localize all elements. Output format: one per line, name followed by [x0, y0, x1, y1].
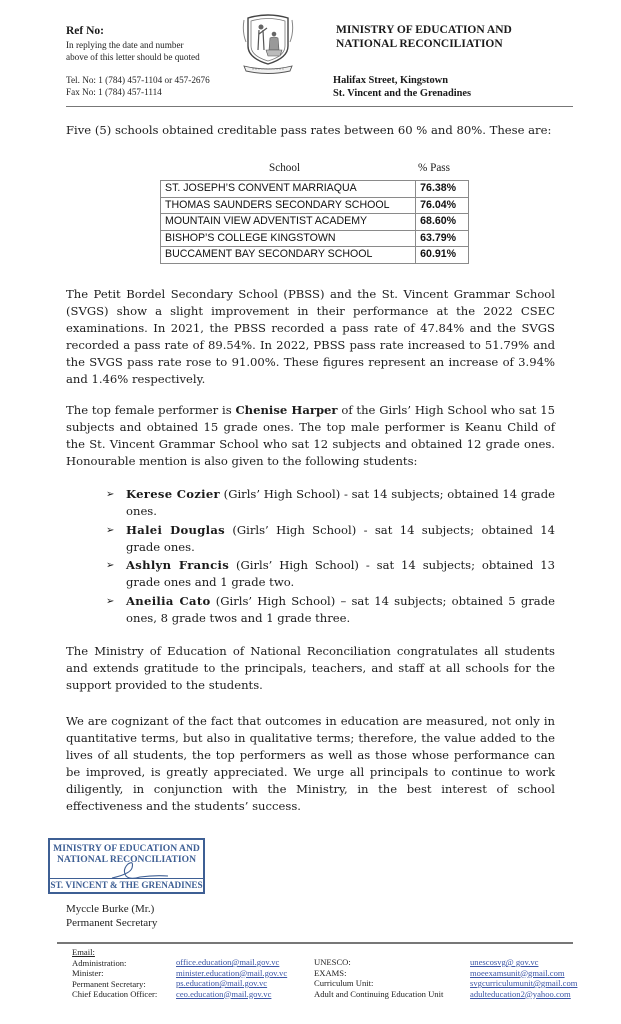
pass-cell: 68.60% — [416, 214, 469, 231]
stamp-footer: ST. VINCENT & THE GRENADINES — [50, 880, 203, 890]
list-item — [106, 557, 555, 591]
email-link-adult-education[interactable]: adulteducation2@yahoo.com — [470, 988, 571, 999]
ref-note-line: above of this letter should be quoted — [66, 52, 200, 62]
arrow-bullet-icon: ➢ — [106, 595, 115, 607]
school-cell: ST. JOSEPH’S CONVENT MARRIAQUA — [161, 181, 416, 198]
ref-no-label: Ref No: — [66, 25, 104, 37]
email-link-administration[interactable]: office.education@mail.gov.vc — [176, 957, 280, 967]
table-row — [161, 197, 469, 214]
table-header-school: School — [269, 162, 301, 174]
table-row — [161, 214, 469, 231]
contact-label: Chief Education Officer: — [72, 989, 158, 999]
contact-label: EXAMS: — [314, 967, 347, 978]
contact-label: Curriculum Unit: — [314, 978, 374, 988]
pass-cell: 63.79% — [416, 230, 469, 247]
signature-block — [66, 903, 157, 930]
coat-of-arms-icon — [238, 12, 298, 74]
tel-number: Tel. No: 1 (784) 457-1104 or 457-2676 — [66, 75, 210, 85]
signer-title: Permanent Secretary — [66, 916, 158, 929]
email-link-exams[interactable]: moeexamsunit@gmail.com — [470, 967, 565, 978]
top-female-name: Chenise Harper — [235, 403, 338, 417]
phone-info — [66, 74, 210, 98]
address-line: St. Vincent and the Grenadines — [333, 88, 472, 99]
contact-label: Adult and Continuing Education Unit — [314, 988, 444, 999]
text: of the Girls’ High School who sat 15 subjects and obtained 15 grade ones. The top male performer is Keanu Child of the St. Vincent Grammar School who sat 12 subjects and obtained 12 grade ones. Honourable mention is also given to the following students: — [66, 403, 555, 468]
stamp-line: MINISTRY OF EDUCATION AND — [53, 843, 200, 854]
footer-labels-right — [314, 957, 443, 999]
email-link-minister[interactable]: minister.education@mail.gov.vc — [176, 967, 288, 978]
student-detail: (Girls’ High School) - sat 14 subjects; obtained 14 grade ones. — [126, 522, 555, 554]
student-name: Ashlyn Francis — [126, 558, 230, 572]
pass-cell: 76.38% — [416, 181, 469, 198]
pass-cell: 76.04% — [416, 197, 469, 214]
arrow-bullet-icon: ➢ — [106, 524, 115, 536]
signer-name: Myccle Burke (Mr.) — [66, 903, 155, 915]
top-performers-paragraph — [66, 402, 555, 470]
official-stamp — [48, 838, 205, 894]
ministry-name-line: NATIONAL RECONCILIATION — [336, 37, 503, 50]
contact-label: Minister: — [72, 968, 104, 978]
ref-note-line: In replying the date and number — [66, 40, 184, 50]
address-line: Halifax Street, Kingstown — [333, 75, 448, 86]
honourable-mentions-list — [106, 486, 555, 628]
email-heading: Email: — [72, 947, 95, 957]
congratulations-paragraph: The Ministry of Education of National Reconciliation congratulates all students and extends gratitude to the principals, teachers, and staff at all schools for the support provided to the students. — [66, 644, 555, 692]
pass-cell: 60.91% — [416, 247, 469, 264]
table-row — [161, 247, 469, 264]
ref-note — [66, 39, 200, 63]
arrow-bullet-icon: ➢ — [106, 489, 115, 500]
email-link-permanent-secretary[interactable]: ps.education@mail.gov.vc — [176, 978, 268, 988]
table-row — [161, 181, 469, 198]
footer-labels-left — [72, 947, 157, 1000]
student-name: Aneilia Cato — [126, 593, 211, 608]
list-item — [106, 593, 555, 627]
stamp-line: NATIONAL RECONCILIATION — [56, 854, 197, 865]
pass-rate-table — [160, 180, 469, 264]
school-cell: BUCCAMENT BAY SECONDARY SCHOOL — [161, 247, 416, 264]
improvement-paragraph: The Petit Bordel Secondary School (PBSS) and the St. Vincent Grammar School (SVGS) show a slight improvement in their performance at the 2022 CSEC examinations. In 2021, the PBSS recorded a pass rate of 47.84% and the SVGS recorded a pass rate of 89.54%. In 2022, PBSS pass rate increased to 51.79% and the SVGS pass rate rose to 91.00%. These figures represent an increase of 3.94% and 1.46% respectively. — [66, 287, 555, 386]
email-link-chief-education-officer[interactable]: ceo.education@mail.gov.vc — [176, 988, 272, 999]
student-detail: (Girls’ High School) – sat 14 subjects; obtained 5 grade ones, 8 grade twos and 1 grade three. — [126, 593, 555, 625]
arrow-bullet-icon: ➢ — [106, 560, 115, 571]
student-detail: (Girls’ High School) - sat 14 subjects; obtained 14 grade ones. — [126, 487, 555, 518]
header-divider — [66, 106, 573, 107]
email-link-curriculum[interactable]: svgcurriculumunit@gmail.com — [470, 978, 578, 988]
ministry-name-line: MINISTRY OF EDUCATION AND — [336, 24, 512, 36]
table-header-pass: % Pass — [418, 162, 451, 174]
footer-emails-right — [470, 957, 577, 999]
ministry-address — [333, 74, 471, 100]
table-row — [161, 230, 469, 247]
contact-label: Permanent Secretary: — [72, 978, 146, 989]
school-cell: BISHOP’S COLLEGE KINGSTOWN — [161, 230, 416, 247]
school-cell: MOUNTAIN VIEW ADVENTIST ACADEMY — [161, 214, 416, 231]
footer-emails-left — [176, 957, 287, 999]
cognizant-paragraph: We are cognizant of the fact that outcomes in education are measured, not only in quantitative terms, but also in qualitative terms; therefore, the value added to the lives of all students, the top performers as well as those whose performance can be improved, is greatly appreciated. We urge all principals to continue to work diligently, in conjunction with the Ministry, in the best interest of school effectiveness and the students’ success. — [66, 714, 555, 813]
fax-number: Fax No: 1 (784) 457-1114 — [66, 87, 162, 97]
text: The top female performer is — [66, 403, 236, 417]
student-name: Kerese Cozier — [126, 487, 220, 501]
list-item — [106, 522, 555, 556]
intro-paragraph: Five (5) schools obtained creditable pass rates between 60 % and 80%. These are: — [66, 123, 552, 137]
contact-label: Administration: — [72, 957, 127, 968]
student-name: Halei Douglas — [126, 522, 226, 537]
email-link-unesco[interactable]: unescosvg@ gov.vc — [470, 957, 539, 967]
list-item — [106, 486, 555, 520]
school-cell: THOMAS SAUNDERS SECONDARY SCHOOL — [161, 197, 416, 214]
ministry-name — [336, 24, 512, 51]
footer-divider — [57, 942, 573, 944]
contact-label: UNESCO: — [314, 957, 351, 967]
student-detail: (Girls’ High School) - sat 14 subjects; obtained 13 grade ones and 1 grade two. — [126, 558, 555, 589]
